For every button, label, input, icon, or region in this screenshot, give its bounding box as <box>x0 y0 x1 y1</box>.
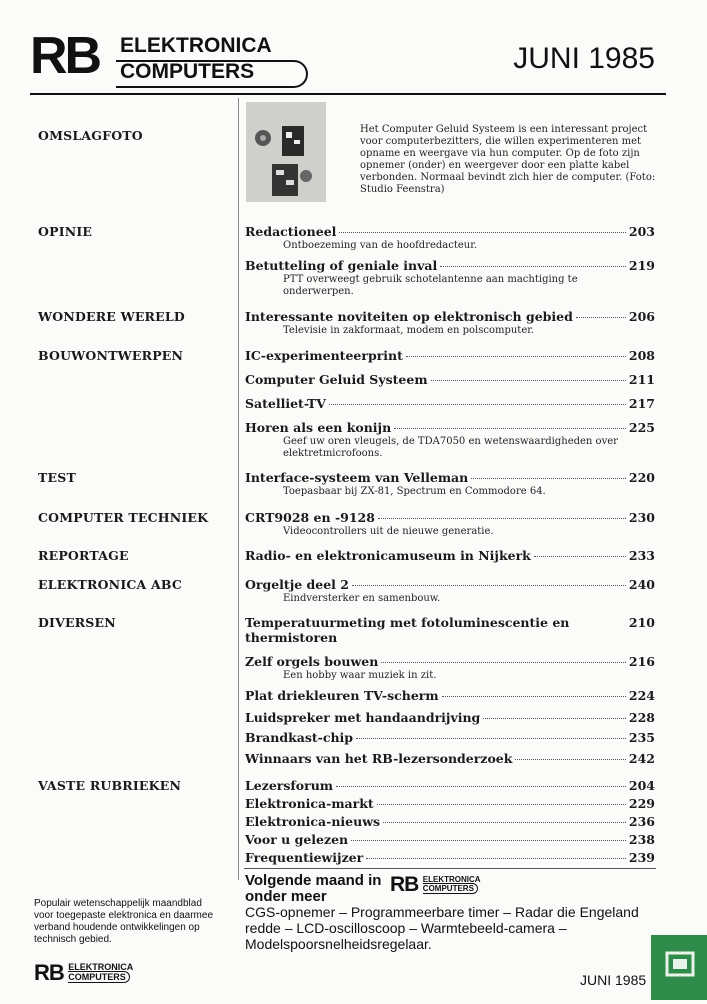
header-rule <box>30 93 666 95</box>
entry-title: Brandkast-chip <box>245 730 354 745</box>
section-opinie: OPINIE <box>38 224 93 239</box>
toc-entry <box>245 688 655 703</box>
entry-title: Horen als een konijn <box>245 420 392 435</box>
next-rule <box>244 868 656 869</box>
toc-entry <box>245 372 655 387</box>
issue-date: JUNI 1985 <box>513 42 655 75</box>
entry-title-continued: thermistoren <box>245 630 338 645</box>
entry-title: Orgeltje deel 2 <box>245 577 349 592</box>
section-reportage: REPORTAGE <box>38 548 129 563</box>
entry-subtitle: Toepasbaar bij ZX-81, Spectrum en Commodore 64. <box>283 486 546 497</box>
circuit-board-illustration <box>246 102 326 202</box>
entry-subtitle: Een hobby waar muziek in zit. <box>283 670 437 681</box>
section-elektronica-abc: ELEKTRONICA ABC <box>38 577 183 592</box>
entry-title: Interface-systeem van Velleman <box>245 470 469 485</box>
entry-title: Frequentiewijzer <box>245 850 364 865</box>
entry-page: 208 <box>628 348 655 363</box>
brand-computers: COMPUTERS <box>120 60 255 83</box>
section-diversen: DIVERSEN <box>38 615 116 630</box>
toc-entry <box>245 396 655 411</box>
toc-entry <box>245 420 655 460</box>
entry-page: 204 <box>628 778 655 793</box>
magazine-description: Populair wetenschappelijk maandblad voor toegepaste elektronica en daarmee verband houdende ontwikkelingen op technisch gebied. <box>34 898 214 945</box>
toc-entry <box>245 710 655 725</box>
entry-page: 216 <box>628 654 655 669</box>
section-omslagfoto: OMSLAGFOTO <box>38 128 143 143</box>
entry-page: 233 <box>628 548 655 563</box>
toc-entry <box>245 814 655 829</box>
entry-subtitle: Videocontrollers uit de nieuwe generatie. <box>283 526 494 537</box>
toc-entry <box>245 348 655 363</box>
entry-subtitle: Geef uw oren vleugels, de TDA7050 en wetenswaardigheden over elektretmicrofoons. <box>283 436 618 459</box>
next-month-text: CGS-opnemer – Programmeerbare timer – Radar die Engeland redde – LCD-oscilloscoop – Warmtebeeld-camera – Modelspoorsnelheidsregelaar. <box>245 904 639 952</box>
entry-title: CRT9028 en -9128 <box>245 510 375 525</box>
toc-entry <box>245 850 655 865</box>
entry-title: Satelliet-TV <box>245 396 326 411</box>
cover-photo <box>246 102 326 202</box>
entry-page: 225 <box>628 420 655 435</box>
column-divider <box>238 98 239 880</box>
entry-subtitle: Eindversterker en samenbouw. <box>283 593 441 604</box>
corner-badge <box>651 935 707 1000</box>
entry-title: Voor u gelezen <box>245 832 349 847</box>
entry-page: 238 <box>628 832 655 847</box>
entry-title: Elektronica-markt <box>245 796 374 811</box>
entry-title: Interessante noviteiten op elektronisch gebied <box>245 309 573 324</box>
entry-page: 228 <box>628 710 655 725</box>
toc-entry <box>245 548 655 563</box>
toc-entry <box>245 224 655 252</box>
section-wondere-wereld: WONDERE WERELD <box>38 309 185 324</box>
toc-entry <box>245 796 655 811</box>
entry-page: 230 <box>628 510 655 525</box>
entry-page: 229 <box>628 796 655 811</box>
entry-page: 217 <box>628 396 655 411</box>
section-vaste-rubrieken: VASTE RUBRIEKEN <box>38 778 182 793</box>
toc-entry <box>245 258 655 298</box>
entry-title: Elektronica-nieuws <box>245 814 380 829</box>
entry-title: Redactioneel <box>245 224 337 239</box>
cover-caption: Het Computer Geluid Systeem is een interessant project voor computerbezitters, die willen experimenteren met opname en weergave via hun computer. Op de foto zijn opnemer (onder) en weergever door een platte kabel verbonden. Normaal bevindt zich hier de computer. (Foto: Studio Feenstra) <box>360 124 656 195</box>
toc-entry <box>245 730 655 745</box>
entry-page: 220 <box>628 470 655 485</box>
section-computer-techniek: COMPUTER TECHNIEK <box>38 510 209 525</box>
toc-entry <box>245 654 655 682</box>
entry-page: 236 <box>628 814 655 829</box>
entry-page: 224 <box>628 688 655 703</box>
section-bouwontwerpen: BOUWONTWERPEN <box>38 348 184 363</box>
entry-page: 219 <box>628 258 655 273</box>
brand-elektronica: ELEKTRONICA <box>120 34 272 57</box>
toc-entry <box>245 751 655 766</box>
entry-subtitle: PTT overweegt gebruik schotelantenne aan machtiging te onderwerpen. <box>283 274 578 297</box>
entry-page: 239 <box>628 850 655 865</box>
entry-page: 235 <box>628 730 655 745</box>
entry-subtitle: Ontboezeming van de hoofdredacteur. <box>283 240 478 251</box>
next-month-title: Volgende maand in onder meer <box>245 872 382 905</box>
logo-rb: RB <box>30 27 100 85</box>
section-test: TEST <box>38 470 76 485</box>
entry-page: 211 <box>628 372 655 387</box>
toc-entry <box>245 577 655 605</box>
entry-title: Luidspreker met handaandrijving <box>245 710 481 725</box>
entry-title: Computer Geluid Systeem <box>245 372 428 387</box>
toc-entry <box>245 510 655 538</box>
entry-page: 242 <box>628 751 655 766</box>
entry-title: Winnaars van het RB-lezersonderzoek <box>245 751 513 766</box>
entry-page: 240 <box>628 577 655 592</box>
entry-page: 210 <box>628 615 655 630</box>
toc-entry <box>245 832 655 847</box>
entry-title: IC-experimenteerprint <box>245 348 403 363</box>
next-month-logo: RB ELEKTRONICA COMPUTERS <box>390 873 481 896</box>
entry-title: Plat driekleuren TV-scherm <box>245 688 439 703</box>
toc-entry <box>245 615 655 645</box>
toc-entry <box>245 470 655 498</box>
toc-entry <box>245 778 655 793</box>
entry-title: Zelf orgels bouwen <box>245 654 379 669</box>
toc-entry <box>245 309 655 337</box>
entry-subtitle: Televisie in zakformaat, modem en polscomputer. <box>283 325 535 336</box>
entry-title: Temperatuurmeting met fotoluminescentie en <box>245 615 570 630</box>
entry-page: 206 <box>628 309 655 324</box>
entry-page: 203 <box>628 224 655 239</box>
footer-date: JUNI 1985 <box>580 972 647 988</box>
footer-logo: RB ELEKTRONICA COMPUTERS <box>34 960 134 985</box>
entry-title: Radio- en elektronicamuseum in Nijkerk <box>245 548 531 563</box>
entry-title: Betutteling of geniale inval <box>245 258 438 273</box>
entry-title: Lezersforum <box>245 778 334 793</box>
